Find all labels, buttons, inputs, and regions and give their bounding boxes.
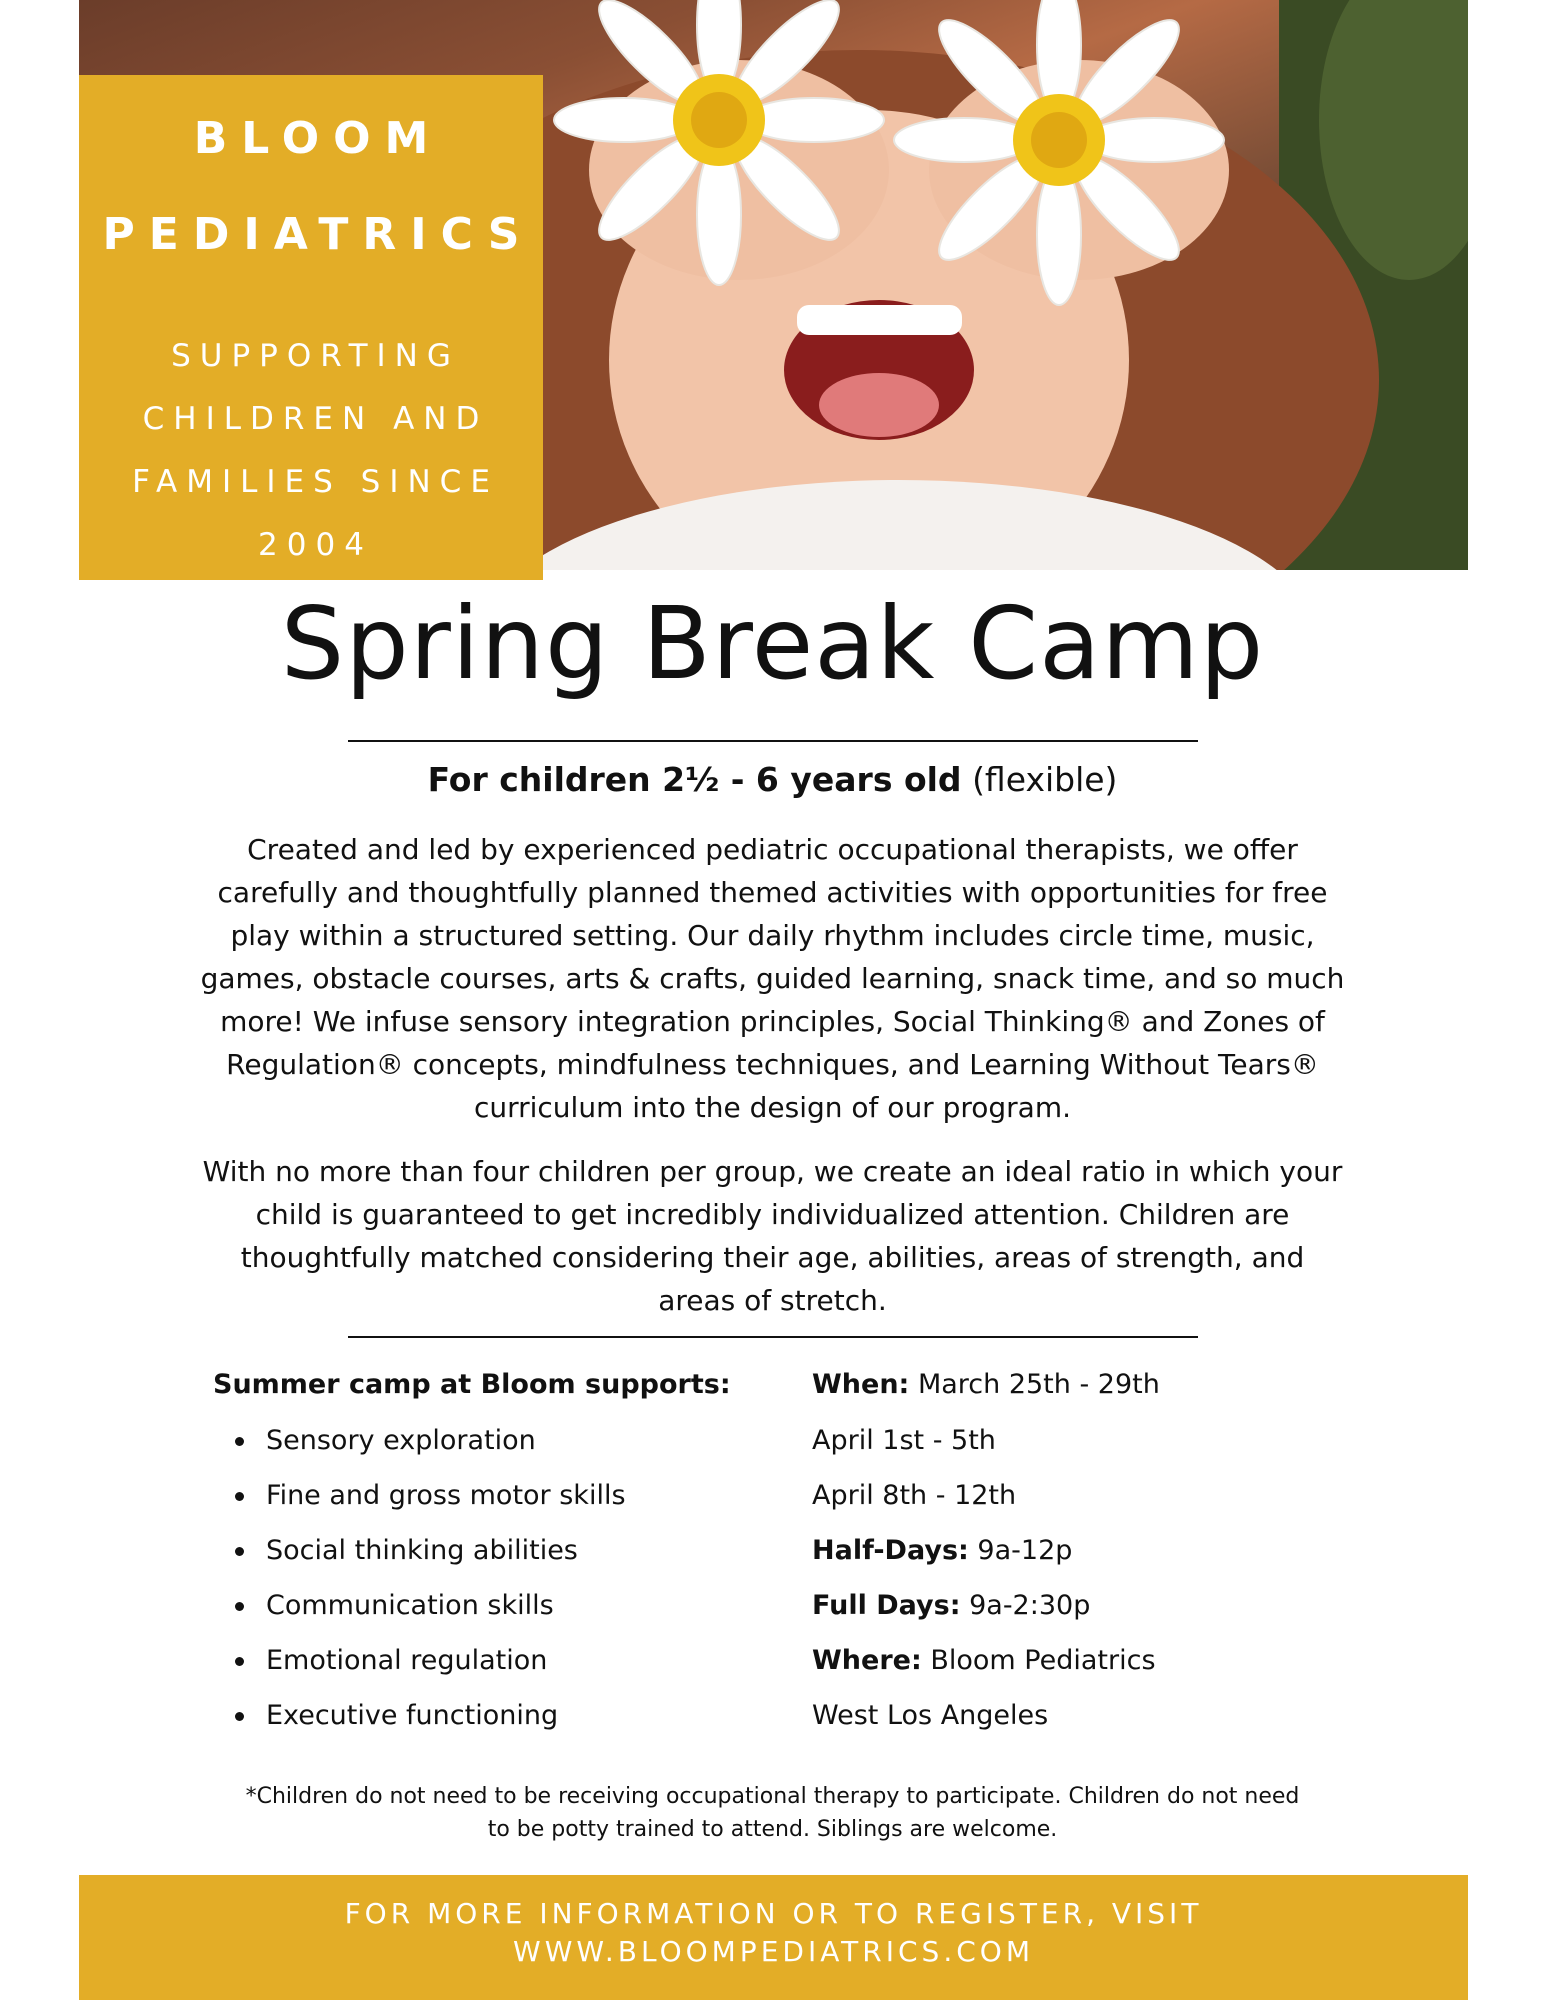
list-item: Social thinking abilities bbox=[213, 1523, 773, 1578]
footnote: *Children do not need to be receiving occupational therapy to participate. Children do not need to be potty trained to attend. Siblings are welcome. bbox=[245, 1784, 1300, 1842]
age-subtitle bbox=[0, 760, 1545, 799]
description-paragraph: Created and led by experienced pediatric occupational therapists, we offer carefully and thoughtfully planned themed activities with opportunities for free play within a structured setting. Our daily rhythm includes circle time, music, games, obstacle courses, arts & crafts, guided learning, snack time, and so much more! We infuse sensory integration principles, Social Thinking® and Zones of Regulation® concepts, mindfulness techniques, and Learning Without Tears® curriculum into the design of our program. bbox=[200, 833, 1345, 1124]
brand-tagline bbox=[79, 325, 543, 577]
brand-name-line1: BLOOM bbox=[193, 113, 443, 164]
brand-box bbox=[79, 75, 543, 580]
supports-heading: Summer camp at Bloom supports: bbox=[213, 1369, 731, 1400]
list-item: Communication skills bbox=[213, 1578, 773, 1633]
when-row: When: March 25th - 29th bbox=[812, 1369, 1160, 1400]
date-row: April 1st - 5th bbox=[812, 1425, 996, 1456]
half-days-row: Half-Days: 9a-12p bbox=[812, 1535, 1073, 1566]
brand-name bbox=[79, 91, 543, 283]
bullet-icon bbox=[235, 1437, 244, 1446]
divider-bottom bbox=[348, 1336, 1198, 1338]
list-item: Executive functioning bbox=[213, 1688, 773, 1743]
tagline-line: CHILDREN AND bbox=[142, 401, 489, 437]
list-item: Fine and gross motor skills bbox=[213, 1468, 773, 1523]
supports-list bbox=[213, 1413, 773, 1743]
ratio-paragraph: With no more than four children per group, we create an ideal ratio in which your child is guaranteed to get incredibly individualized attention. Children are thoughtfully matched considering their age, abilities, areas of strength, and areas of stretch. bbox=[202, 1155, 1343, 1317]
page-title: Spring Break Camp bbox=[280, 585, 1265, 702]
location-row: West Los Angeles bbox=[812, 1700, 1049, 1731]
supports-list-section bbox=[213, 1365, 773, 1743]
bullet-icon bbox=[235, 1492, 244, 1501]
age-range: For children 2½ - 6 years old bbox=[427, 760, 962, 799]
tagline-line: FAMILIES SINCE bbox=[132, 464, 499, 500]
bullet-icon bbox=[235, 1547, 244, 1556]
divider-top bbox=[348, 740, 1198, 742]
date-row: April 8th - 12th bbox=[812, 1480, 1017, 1511]
tagline-line: 2004 bbox=[258, 527, 373, 563]
bullet-icon bbox=[235, 1712, 244, 1721]
brand-name-line2: PEDIATRICS bbox=[102, 209, 534, 260]
list-item: Sensory exploration bbox=[213, 1413, 773, 1468]
footer-banner bbox=[79, 1875, 1468, 2000]
where-row: Where: Bloom Pediatrics bbox=[812, 1645, 1156, 1676]
bullet-icon bbox=[235, 1657, 244, 1666]
age-note: (flexible) bbox=[972, 760, 1118, 799]
list-item: Emotional regulation bbox=[213, 1633, 773, 1688]
tagline-line: SUPPORTING bbox=[171, 338, 460, 374]
camp-details bbox=[812, 1365, 1372, 1743]
footer-cta: FOR MORE INFORMATION OR TO REGISTER, VISIT bbox=[344, 1897, 1203, 1930]
bullet-icon bbox=[235, 1602, 244, 1611]
full-days-row: Full Days: 9a-2:30p bbox=[812, 1590, 1091, 1621]
website-link[interactable]: WWW.BLOOMPEDIATRICS.COM bbox=[513, 1935, 1034, 1968]
